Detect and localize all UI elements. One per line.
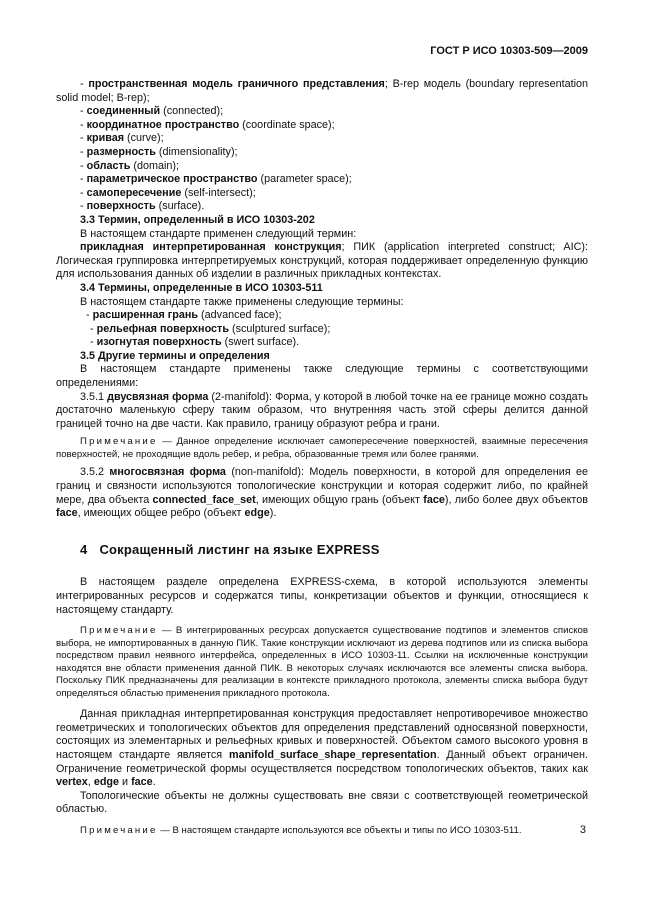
paragraph: Данная прикладная интерпретированная конструкция предоставляет непротиворечивое множество геометрических и топологических объектов для определения представлений односвязной поверхности, состоящих из элементарных и рельефных кривых и поверхностей. Объектом самого высокого уровня в настоящем стандарте является manifold_surface_shape_representation. Данный объект ограничен. Ограничение геометрической формы осуществляется посредством топологических объектов, таких как vertex, edge и face.	[56, 708, 588, 789]
term-name: параметрическое пространство	[86, 173, 258, 186]
term-name: кривая	[86, 132, 125, 145]
page-content	[56, 78, 588, 837]
term-name: прикладная интерпретированная конструкция	[80, 241, 342, 254]
term-name: многосвязная форма	[109, 466, 226, 479]
term-item: - параметрическое пространство (parameter space);	[80, 173, 352, 186]
note-label: Примечание	[80, 625, 158, 637]
entity-name: connected_face_set	[152, 493, 256, 506]
paragraph: В настоящем стандарте применен следующий термин:	[80, 227, 357, 240]
document-header: ГОСТ Р ИСО 10303-509—2009	[430, 45, 588, 57]
section-heading-4: 4 Сокращенный листинг на языке EXPRESS	[80, 541, 380, 557]
definition: 3.5.1 двусвязная форма (2-manifold): Форма, у которой в любой точке на ее границе можно создать достаточно маленькую сферу таким образом, что внутренняя часть этой сферы делится данной границей точно на две части. Как правило, границу образуют ребра и грани.	[56, 390, 589, 430]
paragraph: Топологические объекты не должны существовать вне связи с соответствующей геометрической областью.	[56, 789, 588, 816]
definition: прикладная интерпретированная конструкция; ПИК (application interpreted construct; AIC): Логическая группировка интерпретируемых конструкций, которая поддерживает определенную функцию для использования данных об изделии в различных прикладных контекстах.	[56, 241, 588, 281]
term-name: соединенный	[86, 105, 161, 118]
note-label: Примечание	[80, 436, 158, 448]
term-name: координатное пространство	[86, 118, 240, 131]
section-heading-3-4: 3.4 Термины, определенные в ИСО 10303-511	[80, 281, 323, 294]
note: Примечание — В настоящем стандарте используются все объекты и типы по ИСО 10303-511.	[80, 824, 522, 836]
term-item: - изогнутая поверхность (swert surface).	[90, 336, 300, 349]
term-item: - рельефная поверхность (sculptured surface);	[90, 322, 331, 335]
entity-name: edge	[244, 507, 270, 520]
entity-name: vertex	[56, 776, 88, 789]
term-item: - кривая (curve);	[80, 132, 164, 145]
term-name: изогнутая поверхность	[96, 336, 222, 349]
term-name: рельефная поверхность	[96, 322, 229, 335]
note: Примечание — В интегрированных ресурсах допускается существование подтипов и элементов списков выбора, не импортированных в данную ПИК. Такие конструкции исключают из дерева подтипов или из списка выбора посредством правил неявного интерфейса, определенных в ИСО 10303-11. Ссылки на исключенные конструкции находятся вне области применения данной ПИК. В некоторых случаях исключаются все элементы списка выбора. Поскольку ПИК предназначены для реализации в контексте прикладного протокола, элементы списка выбора будут определяться областью применения прикладного протокола.	[56, 625, 588, 699]
term-item: - соединенный (connected);	[80, 105, 224, 118]
term-item: - расширенная грань (advanced face);	[86, 309, 282, 322]
term-item: - пространственная модель граничного представления; B-rep модель (boundary representation solid model; B-rep);	[56, 78, 588, 104]
entity-name: face	[56, 507, 78, 520]
term-name: поверхность	[86, 200, 156, 213]
page-number: 3	[579, 824, 586, 836]
term-name: размерность	[86, 145, 156, 158]
term-item: - область (domain);	[80, 159, 180, 172]
term-name: расширенная грань	[92, 309, 199, 322]
paragraph: В настоящем стандарте также применены следующие термины:	[80, 295, 404, 308]
note-label: Примечание	[80, 824, 158, 836]
term-name: двусвязная форма	[107, 390, 209, 403]
paragraph: В настоящем разделе определена EXPRESS-схема, в которой используются элементы интегрированных ресурсов и содержатся типы, конкретизации объектов и функции, относящиеся к настоящему стандарту.	[56, 576, 588, 616]
section-heading-3-5: 3.5 Другие термины и определения	[80, 349, 270, 362]
section-heading-3-3: 3.3 Термин, определенный в ИСО 10303-202	[80, 213, 315, 226]
paragraph: В настоящем стандарте применены также следующие термины с соответствующими определениями:	[56, 363, 588, 390]
note: Примечание — Данное определение исключает самопересечение поверхностей, взаимные пересечения поверхностей, не проходящие вдоль ребер, и ребра, образованные тремя или более гранями.	[56, 436, 588, 460]
entity-name: face	[131, 776, 153, 789]
term-item: - размерность (dimensionality);	[80, 145, 238, 158]
term-item: - самопересечение (self-intersect);	[80, 186, 256, 199]
term-name: самопересечение	[86, 186, 182, 199]
definition: 3.5.2 многосвязная форма (non-manifold): Модель поверхности, в которой для определения ее границ и связности используются топологические конструкции и которая содержит либо, по крайней мере, два объекта connected_face_set, имеющих общую грань (объект face), либо более двух объектов face, имеющих общее ребро (объект edge).	[56, 466, 589, 520]
entity-name: edge	[93, 776, 120, 789]
term-item: - координатное пространство (coordinate space);	[80, 118, 335, 131]
entity-name: manifold_surface_shape_representation	[228, 748, 437, 761]
term-name: пространственная модель граничного представления	[88, 78, 385, 90]
term-item: - поверхность (surface).	[80, 200, 205, 213]
term-name: область	[86, 159, 131, 172]
entity-name: face	[423, 493, 445, 506]
